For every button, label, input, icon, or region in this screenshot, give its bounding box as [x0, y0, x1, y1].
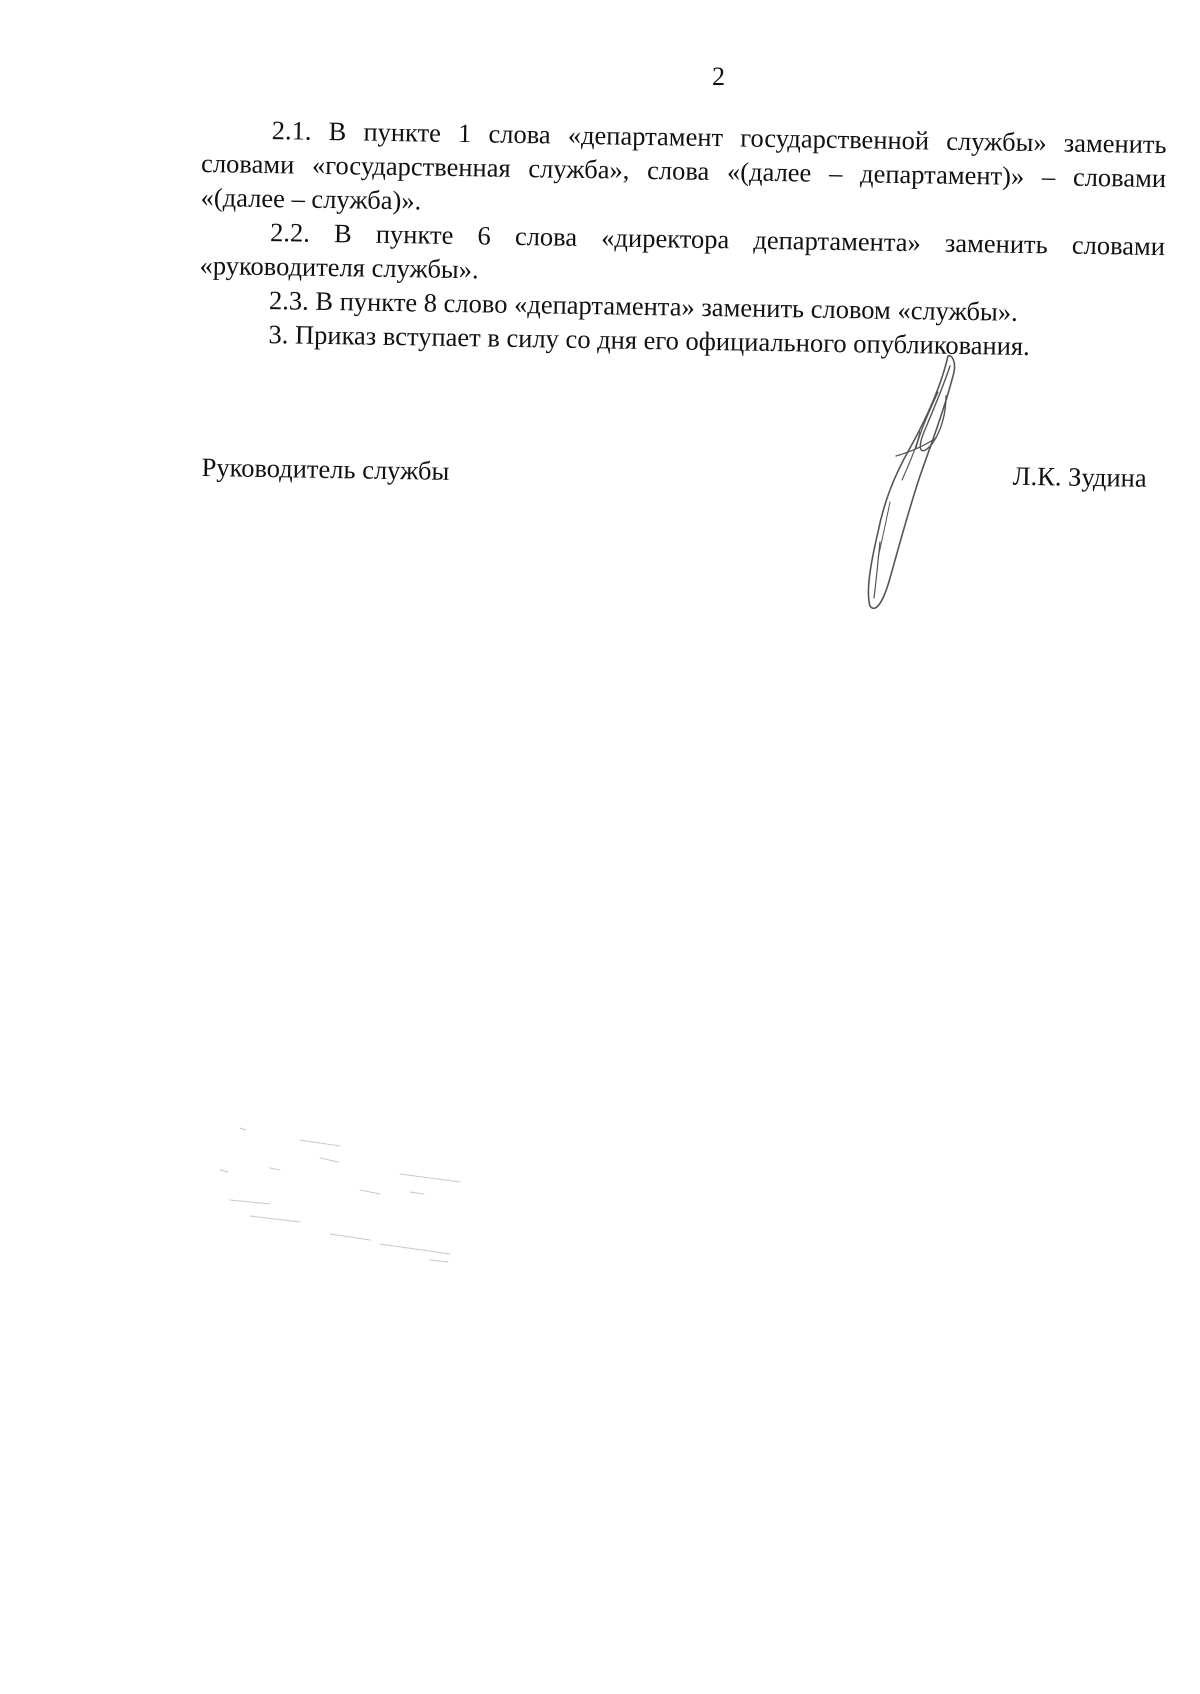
faded-stamp-trace [210, 1120, 520, 1270]
signer-title: Руководитель службы [201, 451, 450, 486]
page-number: 2 [712, 62, 725, 91]
paragraph-2-1: 2.1. В пункте 1 слова «департамент государственной службы» заменить словами «государственная служба», слова «(далее – департамент)» – словами «(далее – служба)». [200, 115, 1167, 216]
handwritten-signature [850, 352, 990, 614]
paragraph-2-3: 2.3. В пункте 8 слово «департамента» заменить словом «службы». [268, 285, 1018, 327]
paragraph-2-2: 2.2. В пункте 6 слова «директора департамента» заменить словами «руководителя службы». [199, 217, 1166, 285]
signer-name: Л.К. Зудина [1012, 460, 1147, 493]
document-body [198, 112, 1167, 365]
paragraph-3: 3. Приказ вступает в силу со дня его официального опубликования. [268, 319, 1030, 362]
signature-block [201, 448, 1167, 523]
